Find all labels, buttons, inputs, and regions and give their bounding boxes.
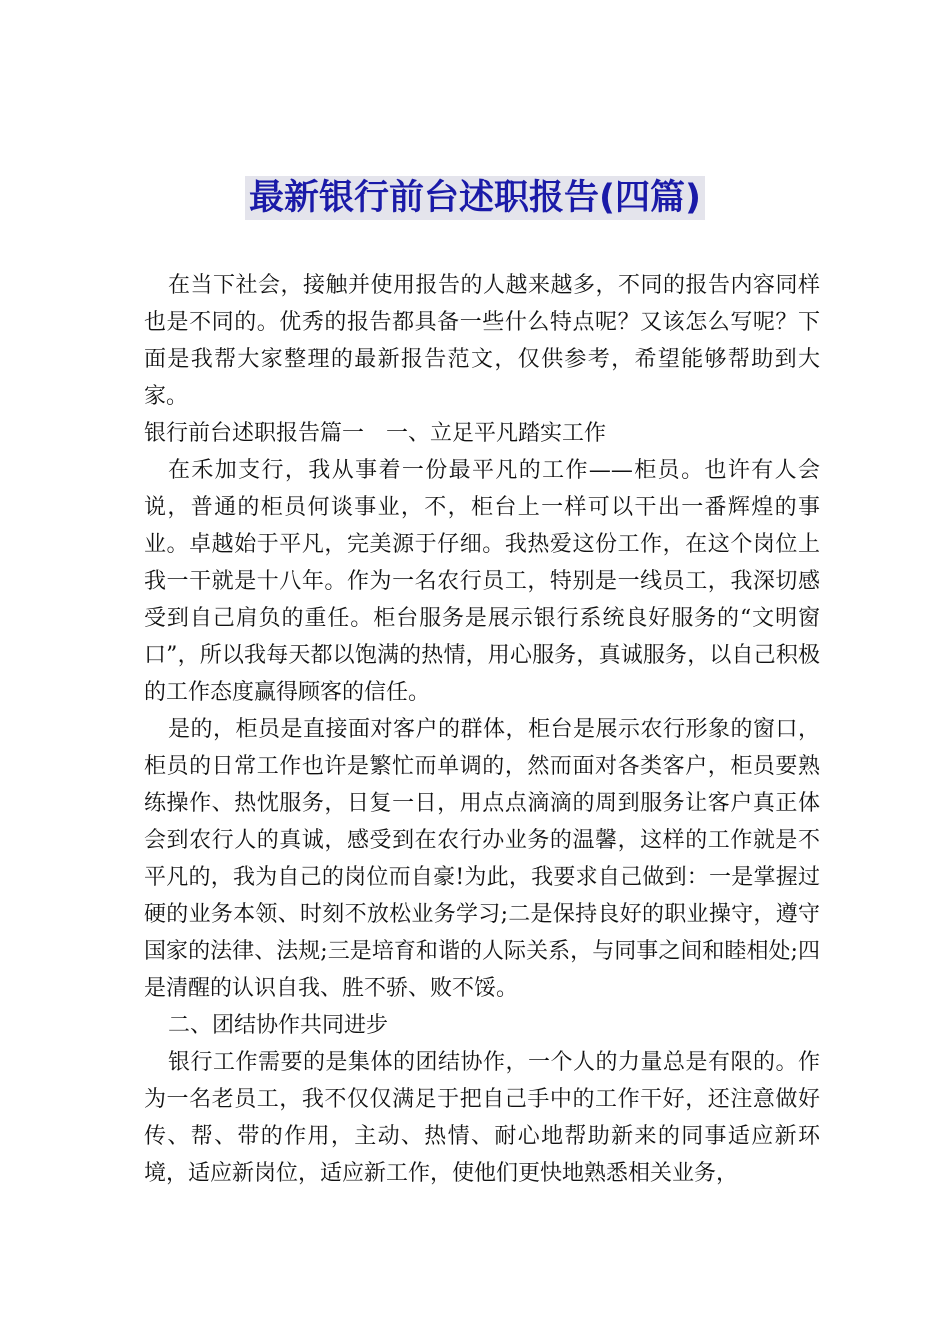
paragraph-5: 银行工作需要的是集体的团结协作，一个人的力量总是有限的。作为一名老员工，我不仅仅满足于把自己手中的工作干好，还注意做好传、帮、带的作用，主动、热情、耐心地帮助新来的同事适应新环境，适应新岗位，适应新工作，使他们更快地熟悉相关业务， xyxy=(144,1050,820,1186)
section-heading-2: 二、团结协作共同进步 xyxy=(168,1013,389,1038)
paragraph-2: 在禾加支行，我从事着一份最平凡的工作——柜员。也许有人会说，普通的柜员何谈事业，不，柜台上一样可以干出一番辉煌的事业。卓越始于平凡，完美源于仔细。我热爱这份工作，在这个岗位上我一干就是十八年。作为一名农行员工，特别是一线员工，我深切感受到自己肩负的重任。柜台服务是展示银行系统良好服务的“文明窗口”，所以我每天都以饱满的热情，用心服务，真诚服务，以自己积极的工作态度赢得顾客的信任。 xyxy=(144,458,820,705)
paragraph-intro: 在当下社会，接触并使用报告的人越来越多，不同的报告内容同样也是不同的。优秀的报告都具备一些什么特点呢？又该怎么写呢？下面是我帮大家整理的最新报告范文，仅供参考，希望能够帮助到大家。 xyxy=(144,273,820,409)
section-heading-1: 银行前台述职报告篇一 一、立足平凡踏实工作 xyxy=(144,421,607,446)
title-container xyxy=(0,176,950,220)
document-body xyxy=(144,267,820,1192)
document-title: 最新银行前台述职报告(四篇) xyxy=(245,176,705,220)
paragraph-3: 是的，柜员是直接面对客户的群体，柜台是展示农行形象的窗口，柜员的日常工作也许是繁忙而单调的，然而面对各类客户，柜员要熟练操作、热忱服务，日复一日，用点点滴滴的周到服务让客户真正体会到农行人的真诚，感受到在农行办业务的温馨，这样的工作就是不平凡的，我为自己的岗位而自豪!为此，我要求自己做到：一是掌握过硬的业务本领、时刻不放松业务学习;二是保持良好的职业操守，遵守国家的法律、法规;三是培育和谐的人际关系，与同事之间和睦相处;四是清醒的认识自我、胜不骄、败不馁。 xyxy=(144,717,820,1001)
